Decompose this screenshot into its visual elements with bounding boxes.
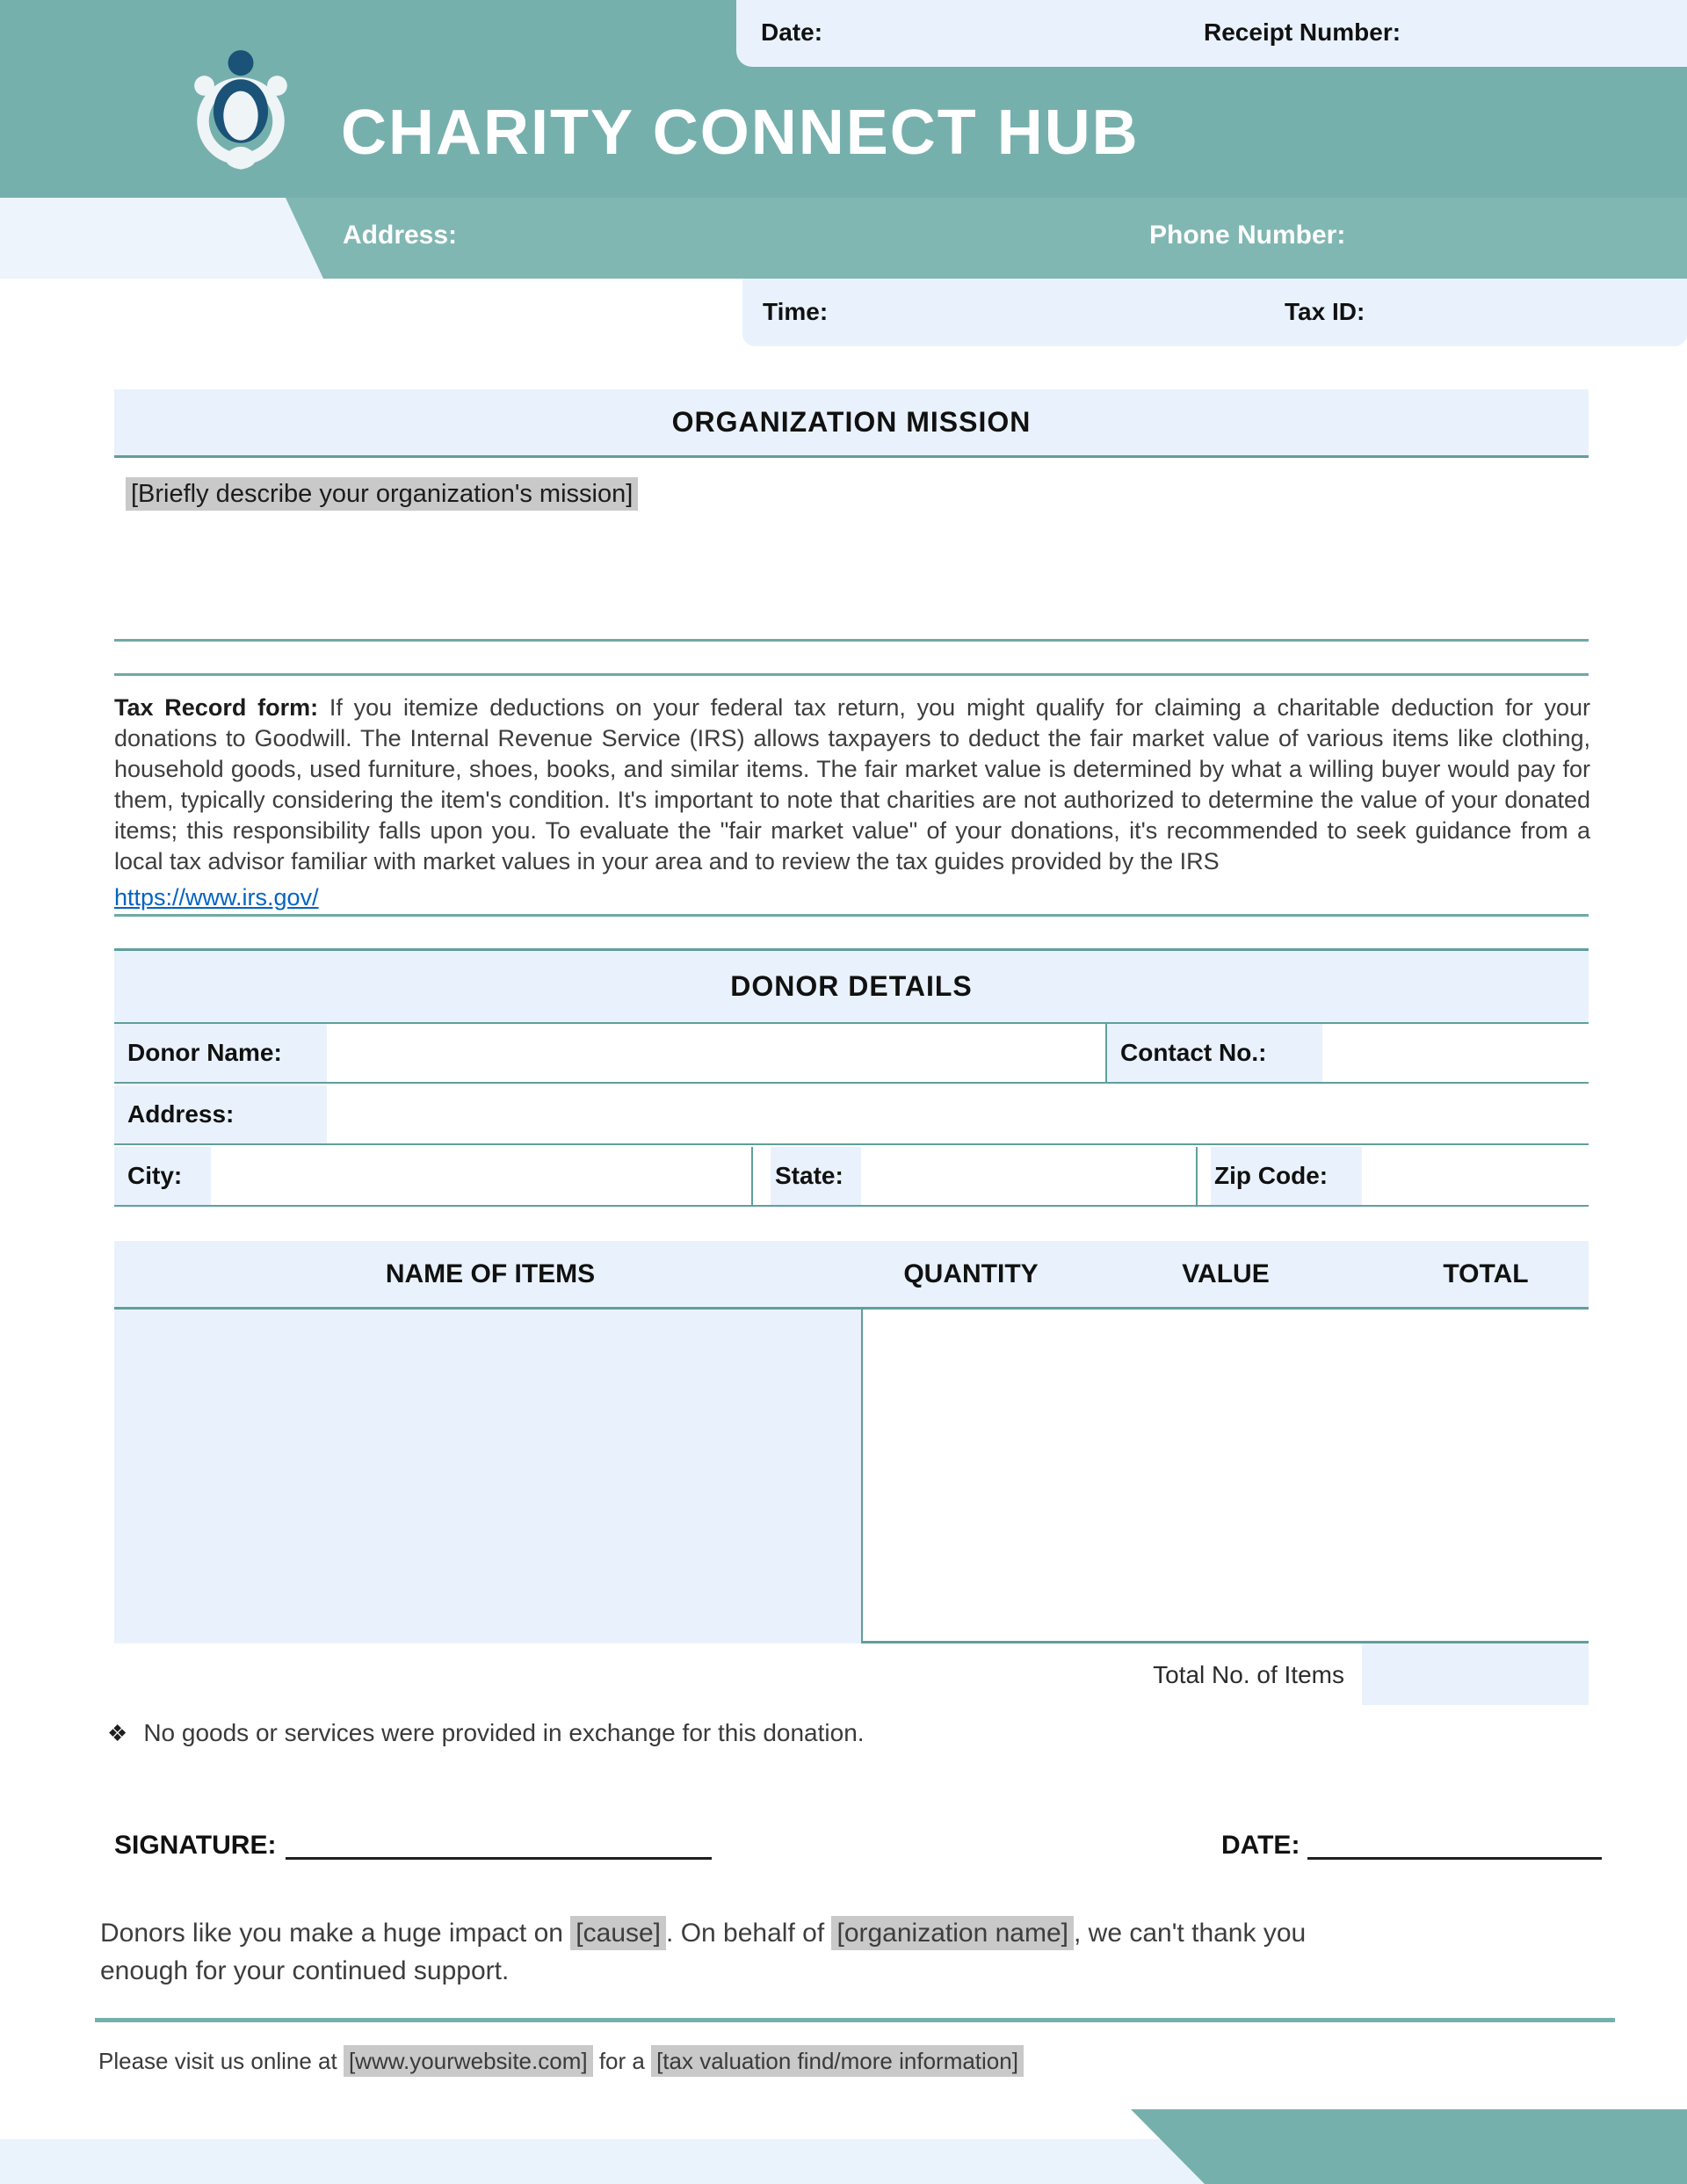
city-label: City:	[127, 1162, 183, 1189]
signature-date-line[interactable]	[1307, 1857, 1602, 1860]
donor-name-input[interactable]	[327, 1024, 1105, 1082]
receipt-number-value-area[interactable]	[1404, 7, 1668, 58]
org-address-label: Address:	[343, 221, 458, 250]
thank-you-paragraph: Donors like you make a huge impact on [cause] . On behalf of [organization name] , we can't thank you enough for your continued support.	[100, 1914, 1313, 1990]
contact-no-label: Contact No.:	[1120, 1039, 1267, 1066]
col-header-name-of-items: NAME OF ITEMS	[385, 1259, 596, 1288]
date-value-area[interactable]	[833, 7, 1167, 58]
irs-link[interactable]: https://www.irs.gov/	[114, 884, 319, 911]
donor-details-header	[114, 948, 1589, 1022]
signature-label: SIGNATURE:	[114, 1831, 277, 1860]
info-placeholder: [tax valuation find/more information]	[651, 2045, 1024, 2077]
items-table-header	[114, 1241, 1589, 1310]
signature-date-label: DATE:	[1221, 1831, 1300, 1860]
phone-number-value-area[interactable]	[1379, 208, 1669, 266]
cell-divider	[1196, 1147, 1198, 1205]
organization-mission-title: ORGANIZATION MISSION	[671, 406, 1032, 438]
receipt-number-label: Receipt Number:	[1204, 18, 1401, 46]
cell-divider	[751, 1147, 753, 1205]
organization-mission-header	[114, 389, 1589, 458]
tax-record-body: If you itemize deductions on your federal tax return, you might qualify for claiming a charitable deduction for your donations to Goodwill. The Internal Revenue Service (IRS) allows taxpayers to deduct the fair market value of various items like clothing, household goods, used furniture, shoes, books, and similar items. The fair market value is determined by what a willing buyer would pay for them, typically considering the item's condition. It's important to note that charities are not authorized to determine the value of your donated items; this responsibility falls upon you. To evaluate the "fair market value" of your donations, it's recommended to seek guidance from a local tax advisor familiar with market values in your area and to review the tax guides provided by the IRS	[114, 694, 1590, 874]
divider-line	[114, 673, 1589, 676]
total-items-label: Total No. of Items	[1153, 1661, 1344, 1688]
donor-address-input[interactable]	[327, 1085, 1589, 1143]
tax-record-lead: Tax Record form:	[114, 694, 319, 721]
divider-line	[114, 639, 1589, 642]
org-address-value-area[interactable]	[474, 208, 1002, 266]
total-items-input-box[interactable]	[1362, 1643, 1589, 1705]
time-value-area[interactable]	[835, 286, 1230, 337]
col-header-quantity: QUANTITY	[903, 1259, 1039, 1288]
col-header-value: VALUE	[1182, 1259, 1270, 1288]
date-label: Date:	[761, 18, 823, 46]
city-input[interactable]	[211, 1147, 751, 1205]
donor-details-title: DONOR DETAILS	[730, 970, 973, 1002]
phone-number-label: Phone Number:	[1149, 221, 1346, 250]
decorative-trapezoid	[0, 198, 334, 279]
zip-input[interactable]	[1362, 1147, 1589, 1205]
mission-text-area[interactable]	[114, 524, 1589, 634]
zip-code-label: Zip Code:	[1214, 1162, 1329, 1189]
bottom-teal-shape	[1125, 2109, 1687, 2184]
website-placeholder[interactable]: [www.yourwebsite.com]	[344, 2045, 593, 2077]
donor-row-city-state-zip	[114, 1147, 1589, 1207]
state-input[interactable]	[861, 1147, 1196, 1205]
time-label: Time:	[763, 298, 829, 325]
mission-placeholder: [Briefly describe your organization's mission]	[126, 480, 638, 509]
items-table-body	[114, 1310, 1589, 1643]
donor-row-address	[114, 1085, 1589, 1145]
tax-id-value-area[interactable]	[1375, 286, 1665, 337]
page-title: CHARITY CONNECT HUB	[341, 98, 1140, 168]
donor-row-name-contact	[114, 1022, 1589, 1084]
charity-logo-icon	[185, 48, 297, 176]
diamond-bullet-icon: ❖	[107, 1720, 128, 1746]
items-values-input-area[interactable]	[863, 1310, 1589, 1643]
donor-address-label: Address:	[127, 1100, 235, 1128]
divider-line	[114, 914, 1589, 917]
tax-record-paragraph	[114, 693, 1590, 913]
donor-name-label: Donor Name:	[127, 1039, 282, 1066]
address-phone-band	[0, 198, 1687, 279]
organization-name-placeholder: [organization name]	[831, 1916, 1074, 1950]
time-taxid-bar	[742, 279, 1687, 346]
items-names-input-area[interactable]	[114, 1310, 861, 1643]
footer-note: Please visit us online at [www.yourwebsite.com] for a [tax valuation find/more information]	[98, 2048, 1024, 2075]
tax-id-label: Tax ID:	[1285, 298, 1365, 325]
state-label: State:	[775, 1162, 844, 1189]
declaration-text: No goods or services were provided in exchange for this donation.	[143, 1719, 865, 1746]
col-header-total: TOTAL	[1443, 1259, 1529, 1288]
date-receipt-bar	[736, 0, 1687, 67]
footer-divider	[95, 2018, 1615, 2022]
declaration-line	[107, 1719, 865, 1747]
cause-placeholder: [cause]	[570, 1916, 666, 1950]
signature-line[interactable]	[286, 1857, 712, 1860]
contact-no-input[interactable]	[1322, 1024, 1589, 1082]
